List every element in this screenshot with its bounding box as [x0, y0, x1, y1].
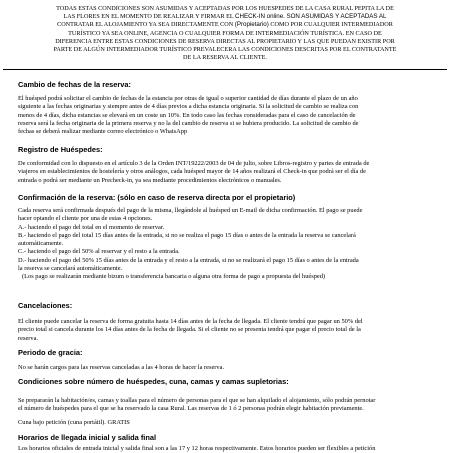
- body-line: (Los pago se realizarán mediante bizum o transferencia bancaria o alguna otra forma de pago a propuesta del huésped): [22, 273, 326, 281]
- section-heading-gracia: Periodo de gracia:: [18, 348, 83, 357]
- body-line: el número de huéspedes para el que se ha reservado la casa Rural. Las reservas de 1 ó 2 personas podrán elegir habitación previamente.: [18, 405, 364, 413]
- section-heading-condiciones: Condiciones sobre número de huéspedes, cuna, camas y camas supletorias:: [18, 377, 289, 386]
- body-line: la reserva se cancelará automáticamente.: [18, 265, 123, 273]
- body-line: reserva será la fecha originaria de la primera reserva y no la del cambio de reserva si se hubiera producido. La solicitud de cambio de: [18, 119, 359, 127]
- section-body-cambio: [18, 95, 443, 136]
- body-line: C.- haciendo el pago del 50% al reservar y el resto a la entrada.: [18, 248, 180, 256]
- body-line: El cliente puede cancelar la reserva de forma gratuita hasta 14 días antes de la fecha de llegada. El cliente tendrá que pagar un 50% del: [18, 318, 363, 325]
- intro-line: TODAS ESTAS CONDICIONES SON ASUMIDAS Y ACEPTADAS POR LOS HUESPEDES DE LA CASA RURAL PEPITA LA DE: [56, 5, 394, 12]
- body-line: hacer optando el cliente por una de estas 4 opciones.: [18, 215, 153, 223]
- section-body-gracia: [18, 364, 443, 372]
- heading-note: (sólo en caso de reserva directa por el propietario): [117, 193, 296, 202]
- section-body-cancelaciones: [18, 318, 443, 343]
- section-body-condiciones: [18, 397, 443, 427]
- body-line: menos de 4 días, dicha estancias se elevará en un coste un 10%. En todo caso las fechas consideradas para el caso de cancelación de: [18, 111, 356, 119]
- section-heading-registro: Registro de Huéspedes:: [18, 145, 103, 154]
- body-line: Los horarios oficiales de entrada inicial y salida final son a las 17 y 12 horas respectivamente. Estos horarios pueden ser flexibles a petición: [18, 445, 376, 452]
- body-line: [18, 419, 443, 427]
- section-heading-cambio: Cambio de fechas de la reserva:: [18, 80, 131, 89]
- divider-line: [3, 69, 447, 70]
- body-line: B.- haciendo el pago del total 15 días antes de la entrada, si no se realiza el pago 15 días o antes de la entrada la reserva se cancelará: [18, 231, 356, 239]
- intro-line: PARTE DE ALGÚN INTERMEDIADOR TURÍSTICO PREVALECERA LAS CONDICIONES DESCRITAS POR EL CONTRATANTE: [53, 46, 397, 54]
- section-heading-cancelaciones: Cancelaciones:: [18, 301, 73, 310]
- body-line: De conformidad con lo dispuesto en el artículo 3 de la Orden INT/19222/2003 de 04 de julio, sobre Libros-registro y partes de entrada de: [18, 160, 370, 167]
- body-line: precio total si cancela durante los 14 días antes de la fecha de llegada. Si el cliente no se presenta tendrá que pagar el precio total de la: [18, 326, 361, 334]
- intro-text: CHECK-IN online.: [235, 13, 285, 21]
- body-text: Cuna bajo petición (cuna portátil).: [18, 418, 106, 426]
- section-body-horarios: [18, 445, 443, 453]
- intro-text: SON ASUMIDAS Y ACEPTADAS AL: [286, 13, 387, 21]
- intro-line: [2, 13, 448, 21]
- heading-text: Confirmación de la reserva:: [18, 193, 116, 202]
- intro-line: TURÍSTICO YA SEA ONLINE, AGENCIA O CUALQUIER FORMA DE INTERMEDIACIÓN TURÍSTICA. EN CASO DE: [68, 29, 382, 37]
- section-body-registro: [18, 160, 443, 185]
- body-line: A.- haciendo el pago del total en el momento de reservar.: [18, 223, 165, 231]
- body-line: Cada reserva será confirmada después del pago de la misma, llegándole al huésped un E-mail de dicha confirmación. El pago se puede: [18, 207, 363, 214]
- section-heading-horarios: Horarios de llegada inicial y salida final: [18, 433, 157, 442]
- body-line: El huésped podrá solicitar el cambio de fechas de la estancia por otras de igual o superior cantidad de días durante el plazo de un año: [18, 95, 358, 102]
- intro-text: COMO POR CUALQUIER INTERMEDIADOR: [270, 21, 393, 29]
- body-line: reserva.: [18, 334, 39, 342]
- body-line: Se prepararán la habitación/es, camas y toallas para el número de personas para el que se han alquilado el alojamiento, sólo podrán pernotar: [18, 397, 376, 404]
- body-text: GRATIS: [107, 418, 130, 426]
- section-heading-confirmacion: [18, 193, 295, 202]
- body-line: fechas se deberá realizar mediante correo electrónico o WhatsApp: [18, 128, 188, 136]
- body-line: automáticamente.: [18, 240, 64, 248]
- intro-line: DE LA RESERVA AL CLIENTE.: [183, 54, 267, 62]
- intro-line: DIFERENCIA ENTRE ESTAS CONDICIONES DE RESERVA DIRECTAS AL PROPIETARIO Y LAS QUE PUEDAN EXISTIR POR: [55, 37, 395, 45]
- body-line: entrada o podrá ser mediante un Precheck-in, ya sea mediante procedimientos electrónicos o manuales.: [18, 176, 282, 184]
- intro-line: [2, 21, 448, 29]
- body-line: No se harán cargos para las reservas canceladas a las 4 horas de hacer la reserva.: [18, 364, 225, 371]
- intro-text: LAS FLORES EN EL MOMENTO DE REALIZAR Y FIRMAR EL: [63, 13, 234, 21]
- body-line: D.- haciendo el pago del 50% 15 días antes de la entrada y el resto a la entrada, si no se realizará el pago 15 días o antes de la entrada: [18, 256, 359, 264]
- body-line: siguiente a las fechas originarias y siempre antes de 4 días previos a dicha estancia originaria. Si la solicitud de cambio se realiza con: [18, 103, 359, 111]
- section-body-confirmacion: [18, 207, 443, 282]
- intro-notice: [2, 5, 448, 62]
- intro-text: (Propietario): [234, 21, 269, 29]
- intro-text: CONTRATAR EL ALOJAMIENTO YA SEA DIRECTAMENTE CON: [57, 21, 234, 29]
- body-line: viajeros en establecimientos de hostelería y otros análogos, cada huésped mayor de 14 años realizará el Check-in que podrá ser el día de: [18, 168, 366, 176]
